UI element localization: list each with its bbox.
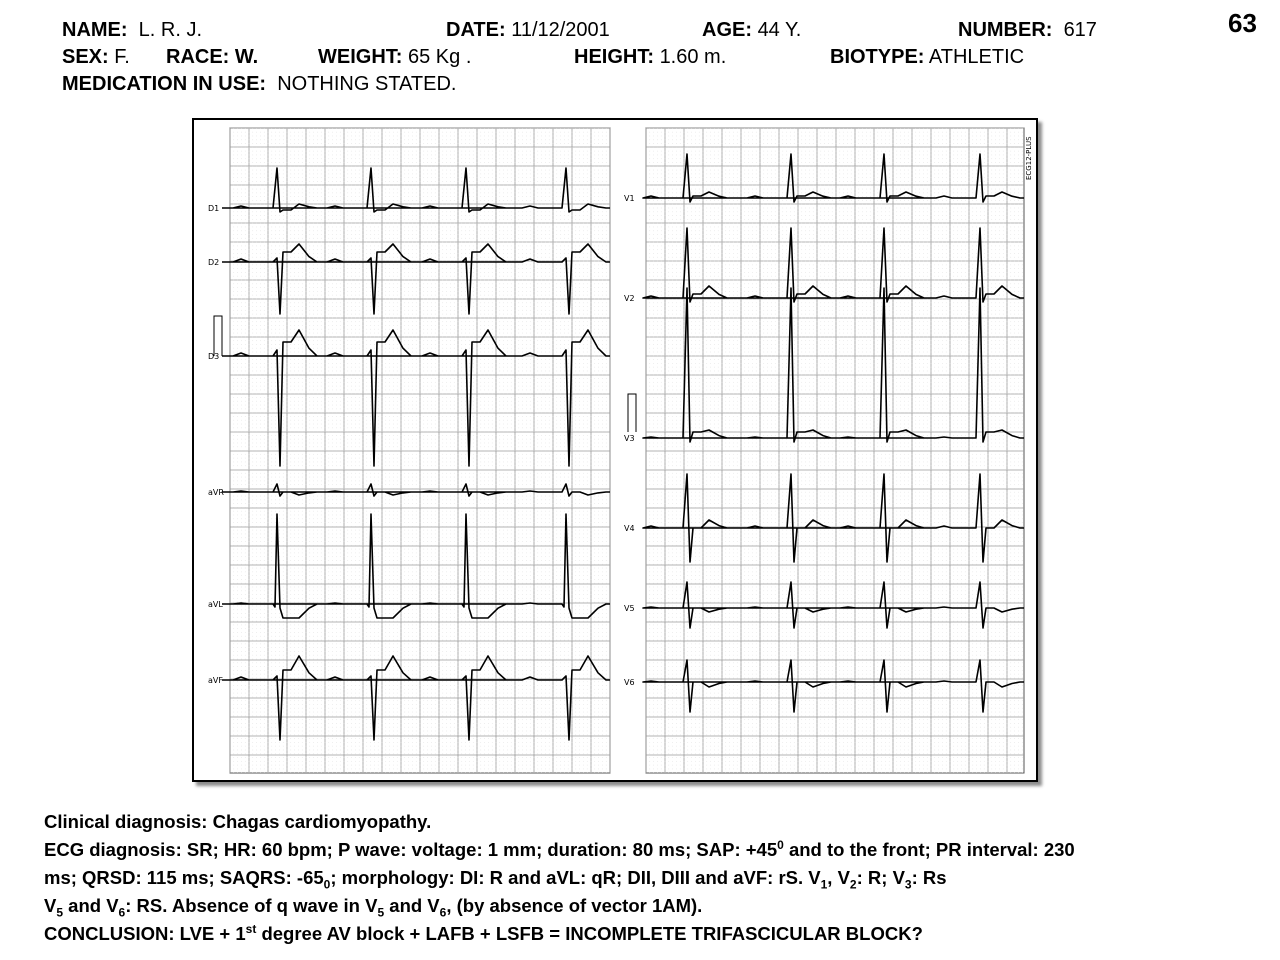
page-number: 63	[1228, 8, 1257, 38]
height-value: 1.60 m.	[659, 46, 727, 68]
ecg-diagnosis-line-1: ECG diagnosis: SR; HR: 60 bpm; P wave: voltage: 1 mm; duration: 80 ms; SAP: $+45^0$ and to the front; PR interval: 230	[44, 837, 1075, 860]
medication-field	[62, 72, 456, 96]
lead-label-V1: V1	[624, 194, 635, 203]
ecg-tracing	[192, 118, 1038, 782]
age-label: AGE:	[702, 19, 752, 41]
medication-value: NOTHING STATED.	[277, 73, 457, 95]
lead-label-V2: V2	[624, 294, 635, 303]
medication-label: MEDICATION IN USE:	[62, 73, 267, 95]
biotype-value: ATHLETIC	[928, 46, 1025, 68]
device-mark: ECG12-PLUS	[1025, 136, 1033, 180]
sex-value: F.	[114, 46, 130, 68]
date-value: 11/12/2001	[511, 19, 610, 41]
number-field	[958, 18, 1097, 42]
name-field	[62, 18, 202, 42]
lead-label-D3: D3	[208, 352, 220, 361]
weight-label: WEIGHT:	[318, 46, 403, 68]
ecg-svg	[194, 120, 1036, 780]
lead-label-D1: D1	[208, 204, 220, 213]
ecg-diagnosis-line-2: ms; QRSD: 115 ms; SAQRS: $-65_0$; morphology: DI: R and aVL: qR; DII, DIII and aVF: rS. $V_1$, $V_2$: R; $V_3$: Rs	[44, 867, 947, 892]
date-field	[446, 18, 610, 42]
lead-label-V6: V6	[624, 678, 635, 687]
ecg-diagnosis-line-3: $V_5$ and $V_6$: RS. Absence of q wave in $V_5$ and $V_6$, (by absence of vector 1AM).	[44, 895, 703, 920]
height-label: HEIGHT:	[574, 46, 654, 68]
biotype-label: BIOTYPE:	[830, 46, 925, 68]
lead-label-V5: V5	[624, 604, 635, 613]
name-value: L. R. J.	[138, 19, 203, 41]
lead-label-aVL: aVL	[208, 600, 223, 609]
sex-label: SEX:	[62, 46, 109, 68]
biotype-field	[830, 45, 1024, 69]
height-field	[574, 45, 726, 69]
age-field	[702, 18, 801, 42]
lead-label-V4: V4	[624, 524, 635, 533]
lead-label-D2: D2	[208, 258, 220, 267]
lead-label-aVR: aVR	[208, 488, 224, 497]
lead-label-aVF: aVF	[208, 676, 223, 685]
date-label: DATE:	[446, 19, 506, 41]
number-label: NUMBER:	[958, 19, 1053, 41]
race-field	[166, 45, 258, 69]
calibration-pulse-limb	[214, 316, 222, 356]
name-label: NAME:	[62, 19, 128, 41]
weight-value: 65 Kg .	[408, 46, 472, 68]
age-value: 44 Y.	[757, 19, 802, 41]
race-label: RACE:	[166, 46, 230, 68]
number-value: 617	[1063, 19, 1097, 41]
race-value: W.	[234, 46, 259, 68]
diagnosis-notes	[44, 808, 1264, 948]
lead-label-V3: V3	[624, 434, 635, 443]
sex-field	[62, 45, 130, 69]
weight-field	[318, 45, 471, 69]
conclusion: CONCLUSION: LVE + 1st degree AV block + LAFB + LSFB = INCOMPLETE TRIFASCICULAR BLOCK?	[44, 921, 923, 944]
clinical-diagnosis: Clinical diagnosis: Chagas cardiomyopathy.	[44, 811, 432, 832]
